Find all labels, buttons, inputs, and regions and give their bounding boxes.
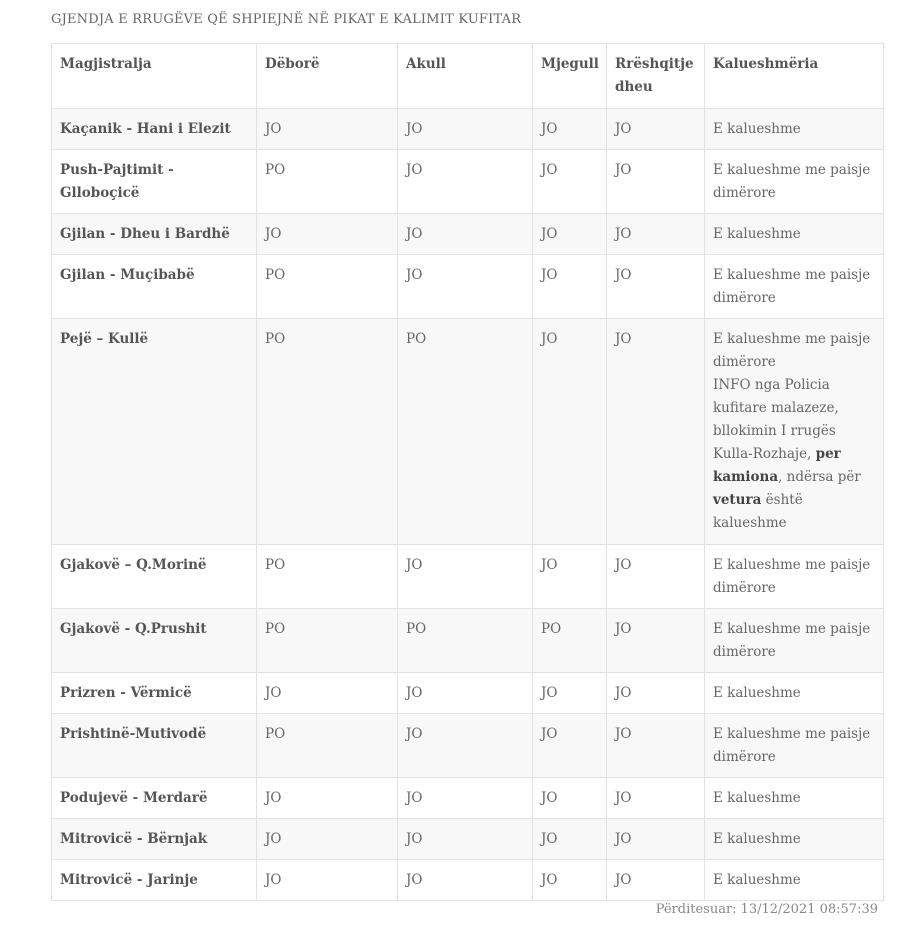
status-cell: E kalueshme: [705, 819, 884, 860]
status-cell: E kalueshme me paisje dimërore: [705, 714, 884, 778]
table-row: [52, 609, 884, 673]
fog-cell: JO: [533, 714, 607, 778]
header-landslide: Rrëshqitje dheu: [607, 44, 705, 109]
ice-cell: JO: [398, 214, 533, 255]
snow-cell: JO: [257, 214, 398, 255]
fog-cell: JO: [533, 319, 607, 545]
status-cell: E kalueshme: [705, 860, 884, 901]
header-passability: Kalueshmëria: [705, 44, 884, 109]
road-cell: Pejë – Kullë: [52, 319, 257, 545]
ice-cell: JO: [398, 714, 533, 778]
snow-cell: JO: [257, 819, 398, 860]
fog-cell: JO: [533, 214, 607, 255]
ice-cell: JO: [398, 109, 533, 150]
ice-cell: PO: [398, 609, 533, 673]
ice-cell: JO: [398, 673, 533, 714]
ice-cell: JO: [398, 255, 533, 319]
table-row: [52, 214, 884, 255]
snow-cell: JO: [257, 109, 398, 150]
road-cell: Gjakovë - Q.Prushit: [52, 609, 257, 673]
table-caption: GJENDJA E RRUGËVE QË SHPIEJNË NË PIKAT E KALIMIT KUFITAR: [51, 12, 522, 27]
table-row: [52, 778, 884, 819]
header-fog: Mjegull: [533, 44, 607, 109]
info-cars: vetura: [713, 492, 762, 508]
ice-cell: JO: [398, 545, 533, 609]
border-police-info: [713, 377, 861, 531]
header-road: Magjistralja: [52, 44, 257, 109]
fog-cell: JO: [533, 109, 607, 150]
status-cell: E kalueshme me paisje dimërore: [705, 545, 884, 609]
table-header-row: [52, 44, 884, 109]
info-middle: , ndërsa për: [778, 469, 861, 485]
landslide-cell: JO: [607, 109, 705, 150]
landslide-cell: JO: [607, 860, 705, 901]
snow-cell: JO: [257, 860, 398, 901]
ice-cell: JO: [398, 778, 533, 819]
ice-cell: PO: [398, 319, 533, 545]
road-cell: Prizren - Vërmicë: [52, 673, 257, 714]
snow-cell: PO: [257, 545, 398, 609]
status-cell: E kalueshme: [705, 109, 884, 150]
info-intro: INFO nga Policia kufitare malazeze, bllokimin I rrugës Kulla-Rozhaje,: [713, 377, 839, 462]
last-updated: [51, 902, 878, 917]
last-updated-datetime: 13/12/2021 08:57:39: [740, 902, 878, 917]
status-cell: E kalueshme me paisje dimërore: [705, 609, 884, 673]
header-ice: Akull: [398, 44, 533, 109]
snow-cell: PO: [257, 150, 398, 214]
road-cell: Mitrovicë - Jarinje: [52, 860, 257, 901]
road-cell: Prishtinë-Mutivodë: [52, 714, 257, 778]
landslide-cell: JO: [607, 778, 705, 819]
road-cell: Gjakovë – Q.Morinë: [52, 545, 257, 609]
landslide-cell: JO: [607, 819, 705, 860]
landslide-cell: JO: [607, 609, 705, 673]
status-cell: E kalueshme: [705, 673, 884, 714]
table-row: [52, 545, 884, 609]
table-row: [52, 150, 884, 214]
status-cell: E kalueshme: [705, 214, 884, 255]
last-updated-label: Përditesuar:: [655, 902, 737, 917]
fog-cell: JO: [533, 860, 607, 901]
status-cell: [705, 319, 884, 545]
table-row: [52, 255, 884, 319]
snow-cell: PO: [257, 609, 398, 673]
landslide-cell: JO: [607, 714, 705, 778]
fog-cell: PO: [533, 609, 607, 673]
landslide-cell: JO: [607, 319, 705, 545]
ice-cell: JO: [398, 860, 533, 901]
snow-cell: PO: [257, 255, 398, 319]
header-snow: Dëborë: [257, 44, 398, 109]
snow-cell: PO: [257, 714, 398, 778]
snow-cell: JO: [257, 778, 398, 819]
ice-cell: JO: [398, 150, 533, 214]
table-row: [52, 819, 884, 860]
fog-cell: JO: [533, 819, 607, 860]
info-trucks: per kamiona: [713, 446, 841, 485]
table-row: [52, 109, 884, 150]
road-conditions-table: [51, 43, 884, 901]
landslide-cell: JO: [607, 545, 705, 609]
table-row: [52, 673, 884, 714]
fog-cell: JO: [533, 673, 607, 714]
landslide-cell: JO: [607, 673, 705, 714]
status-cell: E kalueshme me paisje dimërore: [705, 255, 884, 319]
table-row: [52, 714, 884, 778]
fog-cell: JO: [533, 778, 607, 819]
table-row: [52, 860, 884, 901]
snow-cell: JO: [257, 673, 398, 714]
table-row: [52, 319, 884, 545]
road-cell: Podujevë - Merdarë: [52, 778, 257, 819]
road-cell: Mitrovicë - Bërnjak: [52, 819, 257, 860]
status-cell: E kalueshme me paisje dimërore: [705, 150, 884, 214]
road-cell: Kaçanik - Hani i Elezit: [52, 109, 257, 150]
fog-cell: JO: [533, 255, 607, 319]
landslide-cell: JO: [607, 214, 705, 255]
road-cell: Push-Pajtimit -Glloboçicë: [52, 150, 257, 214]
landslide-cell: JO: [607, 255, 705, 319]
ice-cell: JO: [398, 819, 533, 860]
status-cell: E kalueshme: [705, 778, 884, 819]
road-cell: Gjilan - Dheu i Bardhë: [52, 214, 257, 255]
fog-cell: JO: [533, 545, 607, 609]
status-text: E kalueshme me paisje dimërore: [713, 331, 871, 370]
snow-cell: PO: [257, 319, 398, 545]
landslide-cell: JO: [607, 150, 705, 214]
info-end: është kalueshme: [713, 492, 803, 531]
fog-cell: JO: [533, 150, 607, 214]
road-cell: Gjilan - Muçibabë: [52, 255, 257, 319]
